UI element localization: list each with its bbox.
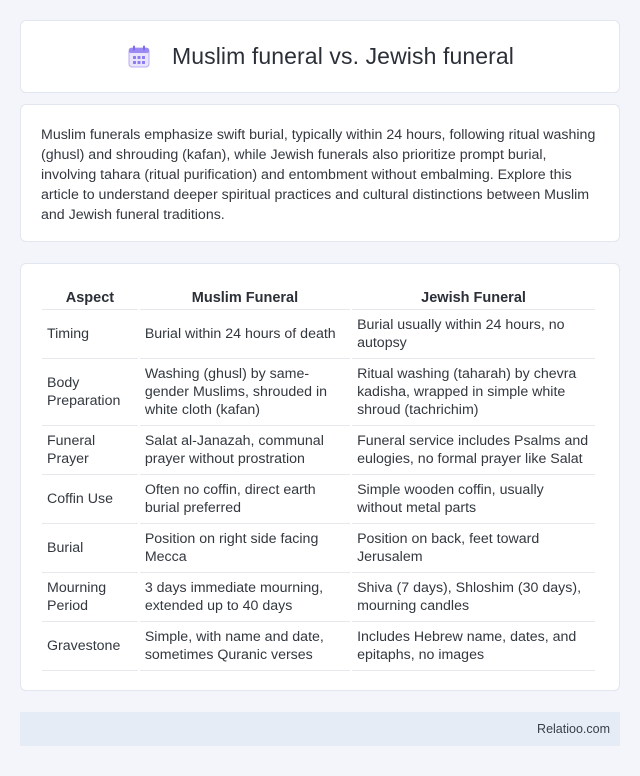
cell-jewish: Funeral service includes Psalms and eulogies, no formal prayer like Salat [352, 426, 595, 475]
table-row [42, 359, 595, 426]
cell-muslim: Simple, with name and date, sometimes Quranic verses [140, 622, 350, 671]
cell-aspect: Body Preparation [42, 359, 138, 426]
table-row [42, 310, 595, 359]
comparison-table [40, 284, 597, 671]
header-muslim: Muslim Funeral [140, 284, 350, 310]
comparison-card [20, 263, 620, 691]
cell-muslim: Salat al-Janazah, communal prayer without prostration [140, 426, 350, 475]
cell-aspect: Coffin Use [42, 475, 138, 524]
cell-jewish: Includes Hebrew name, dates, and epitaphs, no images [352, 622, 595, 671]
cell-aspect: Gravestone [42, 622, 138, 671]
cell-muslim: Washing (ghusl) by same-gender Muslims, shrouded in white cloth (kafan) [140, 359, 350, 426]
header-aspect: Aspect [42, 284, 138, 310]
cell-muslim: 3 days immediate mourning, extended up to 40 days [140, 573, 350, 622]
cell-aspect: Burial [42, 524, 138, 573]
footer [20, 712, 620, 746]
cell-muslim: Often no coffin, direct earth burial preferred [140, 475, 350, 524]
cell-aspect: Timing [42, 310, 138, 359]
cell-muslim: Burial within 24 hours of death [140, 310, 350, 359]
table-row [42, 475, 595, 524]
table-header-row [42, 284, 595, 310]
page-title: Muslim funeral vs. Jewish funeral [171, 43, 515, 69]
table-row [42, 426, 595, 475]
cell-jewish: Ritual washing (taharah) by chevra kadisha, wrapped in simple white shroud (tachrichim) [352, 359, 595, 426]
table-row [42, 573, 595, 622]
footer-brand[interactable]: Relatioo.com [537, 722, 610, 736]
title-card [20, 20, 620, 93]
cell-jewish: Position on back, feet toward Jerusalem [352, 524, 595, 573]
table-row [42, 622, 595, 671]
intro-card [20, 104, 620, 242]
intro-paragraph: Muslim funerals emphasize swift burial, typically within 24 hours, following ritual washing (ghusl) and shrouding (kafan), while Jewish funerals also prioritize prompt burial, involving tahara (ritual purification) and entombment without embalming. Explore this article to understand deeper spiritual practices and cultural distinctions between Muslim and Jewish funeral traditions. [41, 127, 596, 223]
cell-jewish: Simple wooden coffin, usually without metal parts [352, 475, 595, 524]
calendar-icon [126, 44, 152, 70]
table-row [42, 524, 595, 573]
header-jewish: Jewish Funeral [352, 284, 595, 310]
cell-jewish: Burial usually within 24 hours, no autopsy [352, 310, 595, 359]
cell-aspect: Mourning Period [42, 573, 138, 622]
cell-muslim: Position on right side facing Mecca [140, 524, 350, 573]
cell-aspect: Funeral Prayer [42, 426, 138, 475]
cell-jewish: Shiva (7 days), Shloshim (30 days), mourning candles [352, 573, 595, 622]
